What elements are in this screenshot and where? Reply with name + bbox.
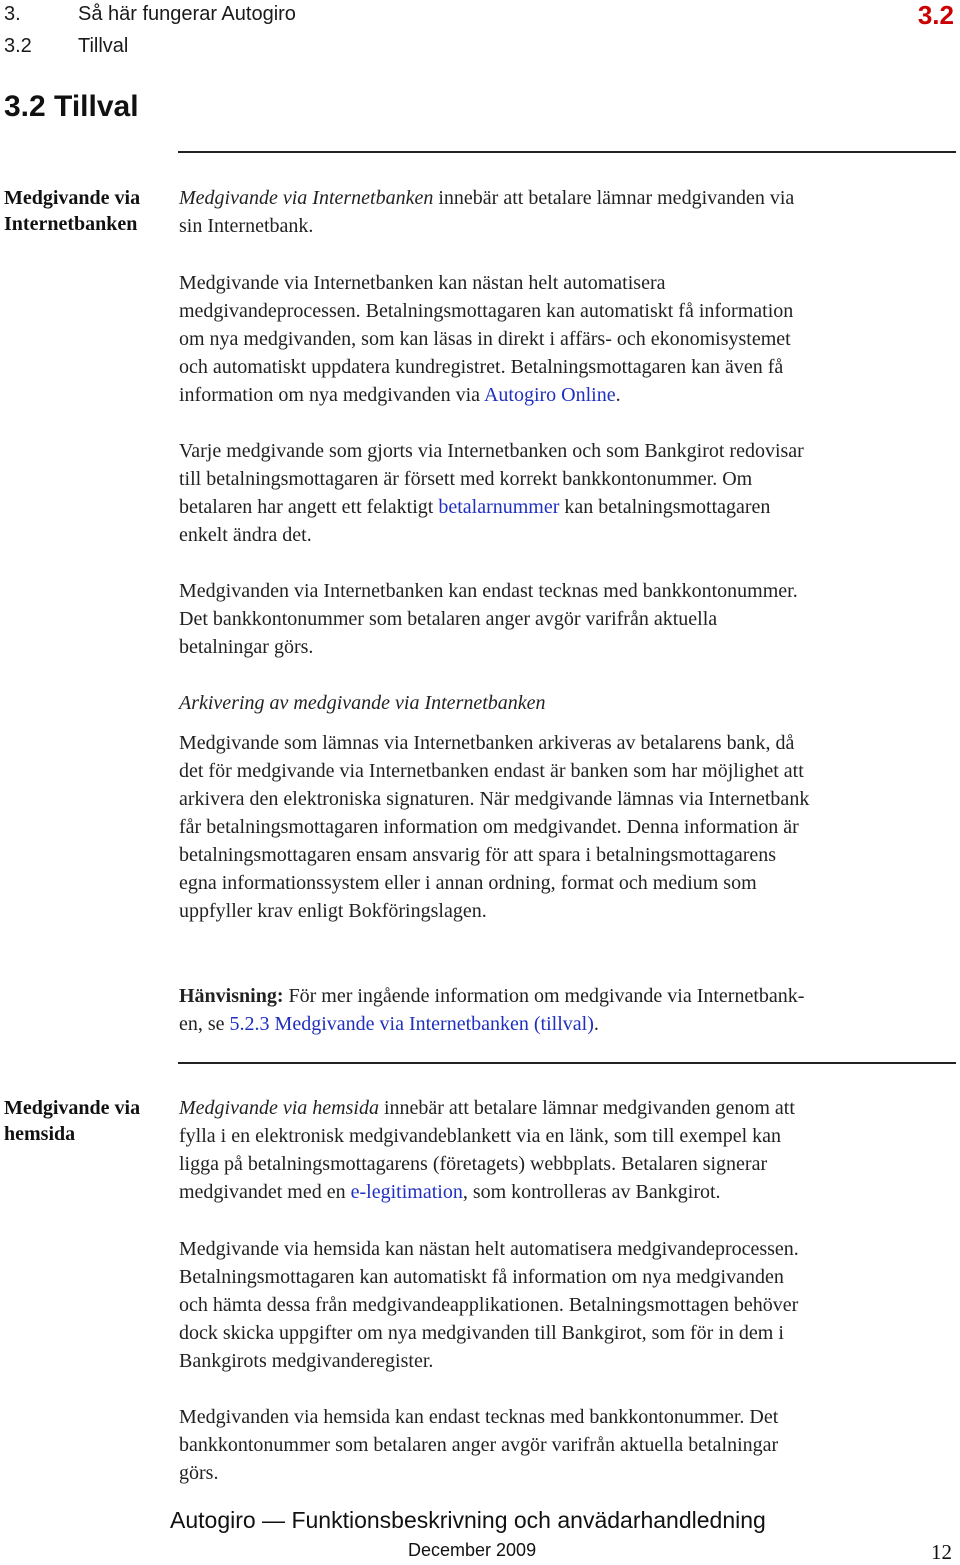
subheading-arkivering: Arkivering av medgivande via Internetbanken <box>179 692 546 714</box>
side-label-line: hemsida <box>4 1123 76 1145</box>
reference-label: Hänvisning: <box>179 985 284 1007</box>
term-italic: Medgivande via hemsida <box>179 1097 379 1119</box>
paragraph-automation <box>179 269 959 409</box>
paragraph-line <box>179 1094 959 1122</box>
text-run: . <box>615 384 621 406</box>
header-section-number: 3. <box>4 3 21 25</box>
header-section-title: Så här fungerar Autogiro <box>78 3 296 25</box>
text-run: innebär att betalare lämnar medgivanden genom att <box>378 1097 795 1119</box>
paragraph-line: görs. <box>179 1462 219 1484</box>
paragraph-line: det för medgivande via Internetbanken endast är banken som har möjlighet att <box>179 760 804 782</box>
paragraph-line <box>179 493 959 521</box>
paragraph-line: får betalningsmottagaren information om medgivandet. Denna information är <box>179 816 799 838</box>
term-italic: Medgivande via Internetbanken <box>179 187 434 209</box>
text-run: medgivandet med en <box>179 1181 351 1203</box>
footer-date: December 2009 <box>408 1540 537 1560</box>
text-run: , som kontrolleras av Bankgirot. <box>462 1181 721 1203</box>
paragraph-line: ligga på betalningsmottagarens (företagets) webbplats. Betalaren signerar <box>179 1153 768 1175</box>
paragraph-line: Betalningsmottagaren kan automatiskt få information om nya medgivanden <box>179 1266 784 1288</box>
side-label-line: Medgivande via <box>4 187 141 209</box>
text-run: information om nya medgivanden via <box>179 384 484 406</box>
paragraph-line: och hämta dessa från medgivandeapplikationen. Betalningsmottagen behöver <box>179 1294 799 1316</box>
paragraph-arkivering <box>179 729 959 925</box>
paragraph-line: arkivera den elektroniska signaturen. När medgivande lämnas via Internetbank <box>179 788 810 810</box>
paragraph-line: Varje medgivande som gjorts via Internetbanken och som Bankgirot redovisar <box>179 440 804 462</box>
betalarnummer-link[interactable]: betalarnummer <box>438 496 560 518</box>
paragraph-line: uppfyller krav enligt Bokföringslagen. <box>179 900 487 922</box>
paragraph-line: Medgivande via hemsida kan nästan helt automatisera medgivandeprocessen. <box>179 1238 799 1260</box>
paragraph-line: Medgivanden via hemsida kan endast tecknas med bankkontonummer. Det <box>179 1406 779 1428</box>
paragraph-line: och automatiskt uppdatera kundregistret. Betalningsmottagaren kan även få <box>179 356 784 378</box>
paragraph-line: medgivandeprocessen. Betalningsmottagaren kan automatiskt få information <box>179 300 794 322</box>
reference-note <box>179 982 959 1038</box>
side-label-line: Internetbanken <box>4 213 138 235</box>
text-run: betalaren har angett ett felaktigt <box>179 496 439 518</box>
reference-link[interactable]: 5.2.3 Medgivande via Internetbanken (tillval) <box>229 1013 594 1035</box>
section-divider <box>178 1062 956 1064</box>
paragraph-line: om nya medgivanden, som kan läsas in direkt i affärs- och ekonomisystemet <box>179 328 791 350</box>
paragraph-line <box>179 1010 959 1038</box>
header-subsection-title: Tillval <box>78 35 129 57</box>
paragraph-hemsida-intro <box>179 1094 959 1206</box>
text-run: innebär att betalare lämnar medgivanden via <box>433 187 795 209</box>
text-run: För mer ingående information om medgivande via Internetbank- <box>283 985 805 1007</box>
paragraph-line <box>179 381 959 409</box>
text-run: en, se <box>179 1013 230 1035</box>
paragraph-line: till betalningsmottagaren är försett med korrekt bankkontonummer. Om <box>179 468 753 490</box>
paragraph-line: enkelt ändra det. <box>179 524 312 546</box>
side-label-line: Medgivande via <box>4 1097 141 1119</box>
paragraph-line: betalningar görs. <box>179 636 314 658</box>
e-legitimation-link[interactable]: e-legitimation <box>350 1181 463 1203</box>
header-subsection-number: 3.2 <box>4 35 32 57</box>
side-label-internetbanken <box>4 185 169 237</box>
paragraph-line <box>179 1178 959 1206</box>
paragraph-line: Medgivande via Internetbanken kan nästan helt automatisera <box>179 272 666 294</box>
paragraph-bankkontonummer <box>179 437 959 549</box>
autogiro-online-link[interactable]: Autogiro Online <box>483 384 616 406</box>
paragraph-line <box>179 982 959 1010</box>
paragraph-line: egna informationssystem eller i annan ordning, format och medium som <box>179 872 757 894</box>
page-title: 3.2 Tillval <box>4 90 139 123</box>
page-number: 12 <box>931 1540 952 1564</box>
paragraph-line: Medgivande som lämnas via Internetbanken arkiveras av betalarens bank, då <box>179 732 795 754</box>
paragraph-hemsida-automation <box>179 1235 959 1375</box>
paragraph-tecknas <box>179 577 959 661</box>
paragraph-intro <box>179 184 959 240</box>
paragraph-hemsida-tecknas <box>179 1403 959 1487</box>
side-label-hemsida <box>4 1095 169 1147</box>
paragraph-line <box>179 184 959 212</box>
paragraph-line: dock skicka uppgifter om nya medgivanden till Bankgirot, som för in dem i <box>179 1322 784 1344</box>
paragraph-line: sin Internetbank. <box>179 215 314 237</box>
chapter-badge: 3.2 <box>917 0 954 30</box>
paragraph-line: betalningsmottagaren ensam ansvarig för att spara i betalningsmottagarens <box>179 844 777 866</box>
paragraph-line: Medgivanden via Internetbanken kan endast tecknas med bankkontonummer. <box>179 580 798 602</box>
paragraph-line: fylla i en elektronisk medgivandeblankett via en länk, som till exempel kan <box>179 1125 782 1147</box>
paragraph-line: bankkontonummer som betalaren anger avgör varifrån aktuella betalningar <box>179 1434 779 1456</box>
section-divider <box>178 151 956 153</box>
paragraph-line: Det bankkontonummer som betalaren anger avgör varifrån aktuella <box>179 608 718 630</box>
paragraph-line: Bankgirots medgivanderegister. <box>179 1350 434 1372</box>
text-run: . <box>593 1013 599 1035</box>
text-run: kan betalningsmottagaren <box>559 496 771 518</box>
footer-title: Autogiro — Funktionsbeskrivning och anvädarhandledning <box>170 1507 766 1533</box>
